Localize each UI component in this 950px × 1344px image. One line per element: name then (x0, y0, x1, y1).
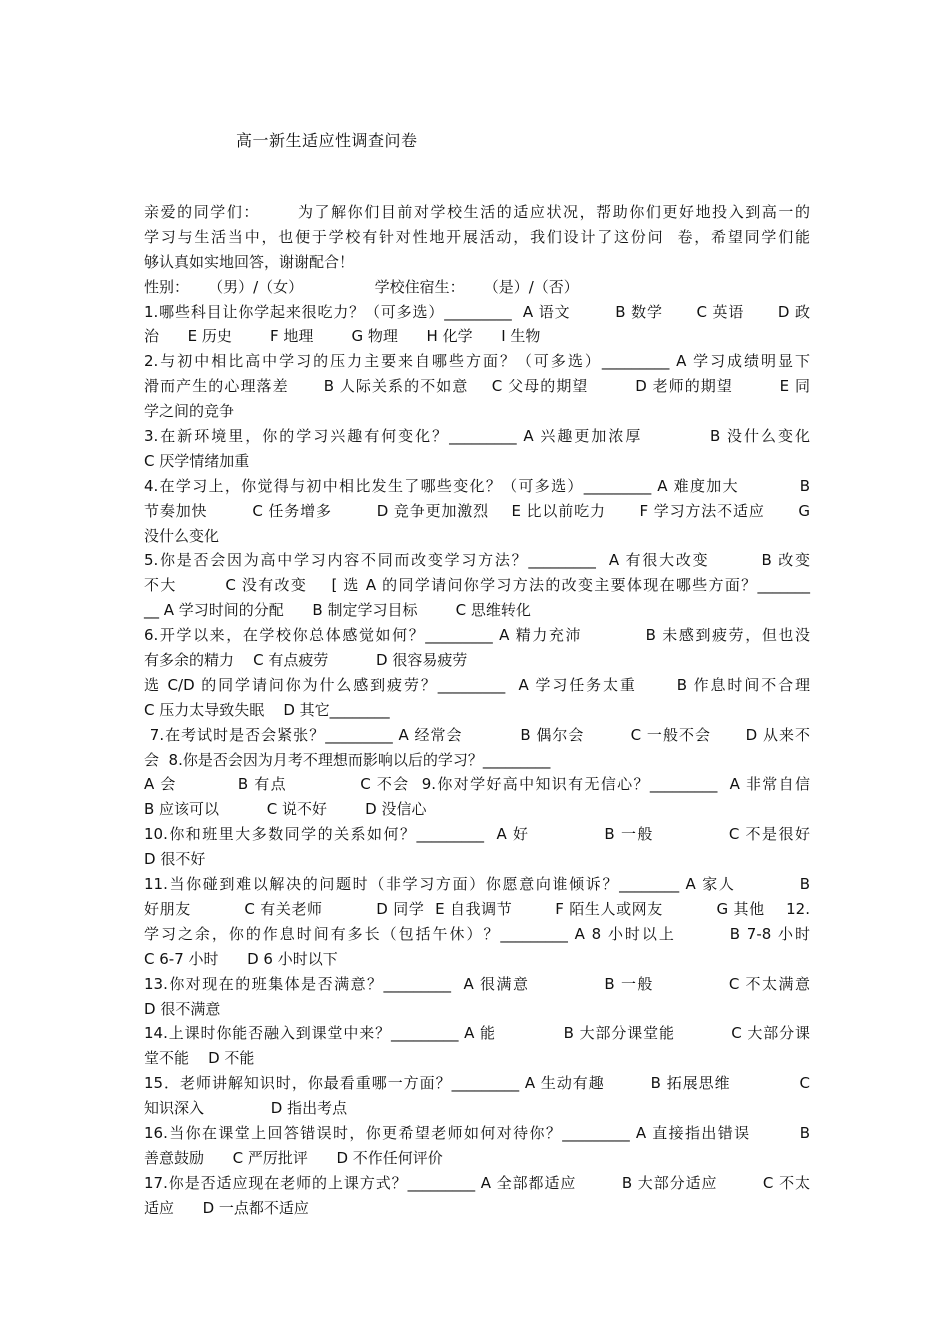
text-line: 滑而产生的心理落差 B 人际关系的不如意 C 父母的期望 D 老师的期望 E 同 (144, 377, 810, 396)
text-line: 亲爱的同学们： 为了解你们目前对学校生活的适应状况，帮助你们更好地投入到高一的 (144, 203, 810, 221)
text-line: D 很不满意 (144, 999, 221, 1018)
text-line: 14.上课时你能否融入到课堂中来？_________ A 能 B 大部分课堂能 C 大部分课 (144, 1024, 810, 1043)
text-line: 有多余的精力 C 有点疲劳 D 很容易疲劳 (144, 651, 468, 670)
text-line: 没什么变化 (144, 526, 220, 545)
text-line: D 很不好 (144, 850, 206, 869)
text-line: 11.当你碰到难以解决的问题时（非学习方面）你愿意向谁倾诉？________ A 家人 B (144, 875, 810, 894)
text-line: C 压力太导致失眠 D 其它________ (144, 700, 390, 719)
document-body (144, 200, 810, 1221)
text-line: 好朋友 C 有关老师 D 同学 E 自我调节 F 陌生人或网友 G 其他 12. (144, 899, 810, 918)
text-line: 10.你和班里大多数同学的关系如何？_________ A 好 B 一般 C 不是很好 (144, 825, 810, 844)
text-line: 堂不能 D 不能 (144, 1049, 255, 1068)
text-line: 6.开学以来，在学校你总体感觉如何？_________ A 精力充沛 B 未感到疲劳，但也没 (144, 626, 810, 645)
text-line: 3.在新环境里，你的学习兴趣有何变化？_________ A 兴趣更加浓厚 B 没什么变化 (144, 427, 810, 446)
text-line: 治 E 历史 F 地理 G 物理 H 化学 I 生物 (144, 327, 541, 346)
text-line: 2.与初中相比高中学习的压力主要来自哪些方面？（可多选）_________ A 学习成绩明显下 (144, 352, 810, 371)
text-line: 13.你对现在的班集体是否满意？_________ A 很满意 B 一般 C 不太满意 (144, 974, 810, 993)
text-line: C 厌学情绪加重 (144, 451, 250, 470)
text-line: 16.当你在课堂上回答错误时，你更希望老师如何对待你？_________ A 直接指出错误 B (144, 1123, 810, 1142)
text-line: 性别： （男）/（女） 学校住宿生： （是）/（否） (144, 277, 579, 296)
text-line: 学习与生活当中，也便于学校有针对性地开展活动，我们设计了这份问 卷，希望同学们能 (144, 227, 810, 246)
text-line: 选 C/D 的同学请问你为什么感到疲劳？_________ A 学习任务太重 B 作息时间不合理 (144, 675, 810, 694)
text-line: B 应该可以 C 说不好 D 没信心 (144, 800, 427, 819)
text-line: 学之间的竞争 (144, 402, 235, 421)
document-title: 高一新生适应性调查问卷 (236, 131, 418, 150)
text-line: A 会 B 有点 C 不会 9.你对学好高中知识有无信心？_________ A 非常自信 (144, 775, 810, 794)
text-line: 会 8.你是否会因为月考不理想而影响以后的学习？_________ (144, 750, 551, 769)
text-line: __ A 学习时间的分配 B 制定学习目标 C 思维转化 (144, 601, 531, 620)
text-line: 17.你是否适应现在老师的上课方式？_________ A 全部都适应 B 大部分适应 C 不太 (144, 1173, 810, 1192)
text-line: C 6-7 小时 D 6 小时以下 (144, 949, 338, 968)
text-line: 知识深入 D 指出考点 (144, 1099, 348, 1118)
text-line: 够认真如实地回答，谢谢配合！ (144, 252, 355, 271)
text-line: 1.哪些科目让你学起来很吃力？（可多选）_________ A 语文 B 数学 C 英语 D 政 (144, 302, 810, 321)
text-line: 适应 D 一点都不适应 (144, 1198, 309, 1217)
text-line: 4.在学习上，你觉得与初中相比发生了哪些变化？（可多选）_________ A 难度加大 B (144, 476, 810, 495)
text-line: 不大 C 没有改变 [ 选 A 的同学请问你学习方法的改变主要体现在哪些方面？_______ (144, 576, 810, 595)
text-line: 5.你是否会因为高中学习内容不同而改变学习方法？_________ A 有很大改变 B 改变 (144, 551, 810, 570)
text-line: 15．老师讲解知识时，你最看重哪一方面？_________ A 生动有趣 B 拓展思维 C (144, 1074, 810, 1093)
text-line: 学习之余，你的作息时间有多长（包括午休）？_________ A 8 小时以上 B 7-8 小时 (144, 924, 810, 943)
text-line: 节奏加快 C 任务增多 D 竞争更加激烈 E 比以前吃力 F 学习方法不适应 G (144, 501, 810, 520)
text-line: 善意鼓励 C 严厉批评 D 不作任何评价 (144, 1148, 443, 1167)
text-line: 7.在考试时是否会紧张？_________ A 经常会 B 偶尔会 C 一般不会 D 从来不 (144, 725, 810, 744)
